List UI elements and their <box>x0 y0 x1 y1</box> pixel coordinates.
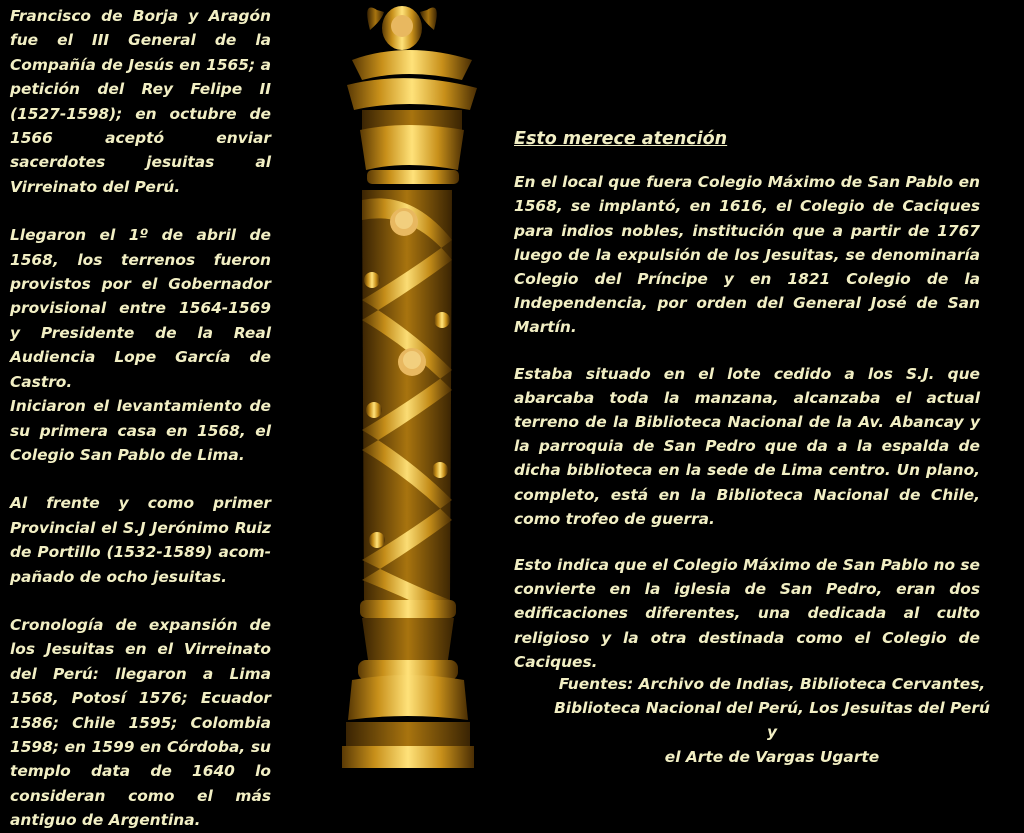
right-paragraph-colegio: En el local que fuera Colegio Máximo de San Pablo en 1568, se implantó, en 1616, el Colegio de Caciques para indios nobles, institución que a partir de 1767 luego de la expulsión de los Jesuitas, se denominaría Colegio del Príncipe y en 1821 Colegio de la Independencia, por orden del General José de San Martín. <box>514 173 980 337</box>
sources-block <box>550 672 994 769</box>
left-paragraph-borja: Francisco de Borja y Aragón fue el III General de la Compañía de Jesús en 1565; a petición del Rey Felipe II (1527-1598); en octubre de 1566 aceptó enviar sacerdotes jesuitas al Virreinato del Perú. <box>10 7 271 196</box>
right-paragraph-conclusion: Esto indica que el Colegio Máximo de San Pablo no se convierte en la iglesia de San Pedro, eran dos edificaciones diferentes, una dedicada al culto religioso y la otra destinada como el Colegio de Caciques. <box>514 556 980 671</box>
sources-line-3: el Arte de Vargas Ugarte <box>664 747 880 766</box>
sources-line-1: Fuentes: Archivo de Indias, Biblioteca Cervantes, <box>558 675 986 693</box>
golden-baroque-column-image <box>322 0 492 768</box>
left-paragraph-chronology: Cronología de expansión de los Jesuitas en el Virreinato del Perú: llegaron a Lima 1568, Potosí 1576; Ecuador 1586; Chile 1595; Colombia 1598; en 1599 en Córdoba, su templo data de 1640 lo consideran como el más antiguo de Argentina. <box>10 615 271 830</box>
section-heading: Esto merece atención <box>514 129 728 149</box>
right-text-column <box>514 127 980 674</box>
left-paragraph-arrival: Llegaron el 1º de abril de 1568, los terrenos fueron provistos por el Gobernador provisional entre 1564-1569 y Presidente de la Real Audiencia Lope García de Castro. <box>10 226 271 391</box>
left-paragraph-provincial: Al frente y como primer Provincial el S.J Jerónimo Ruiz de Portillo (1532-1589) acom-pañado de ocho jesuitas. <box>10 494 271 586</box>
left-paragraph-first-house: Iniciaron el levantamiento de su primera casa en 1568, el Colegio San Pablo de Lima. <box>10 397 271 464</box>
left-text-column <box>10 4 271 833</box>
right-paragraph-location: Estaba situado en el lote cedido a los S.J. que abarcaba toda la manzana, alcanzaba el actual terreno de la Biblioteca Nacional de la Av. Abancay y la parroquia de San Pedro que da a la espalda de dicha biblioteca en la sede de Lima centro. Un plano, completo, está en la Biblioteca Nacional de Chile, como trofeo de guerra. <box>514 364 980 528</box>
sources-line-2: Biblioteca Nacional del Perú, Los Jesuitas del Perú y <box>554 699 990 742</box>
